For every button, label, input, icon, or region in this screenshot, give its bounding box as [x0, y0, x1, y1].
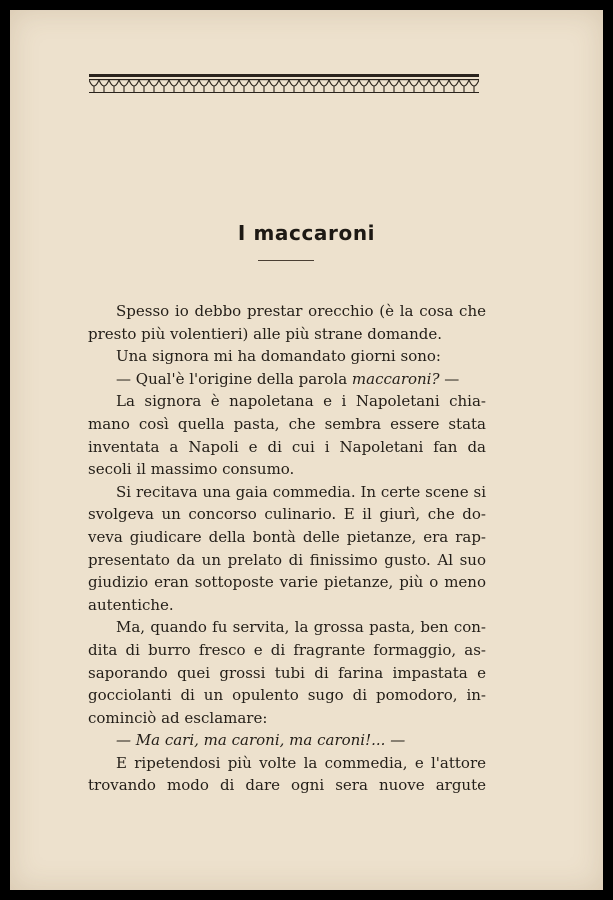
- text-line: dita di burro fresco e di fragrante formaggio, as-: [88, 640, 486, 659]
- text-line: secoli il massimo consumo.: [88, 460, 295, 479]
- book-page: [10, 10, 603, 890]
- arch-segment: [199, 80, 209, 86]
- text-line: cominciò ad esclamare:: [88, 708, 268, 727]
- text-line: mano così quella pasta, che sembra essere stata: [88, 414, 486, 433]
- text-line: Ma, quando fu servita, la grossa pasta, ben con-: [116, 618, 486, 637]
- paragraph: [88, 345, 486, 368]
- arch-segment: [339, 80, 349, 86]
- arch-segment: [239, 80, 249, 86]
- paragraph: [88, 481, 486, 617]
- arch-segment: [459, 80, 469, 86]
- arch-segment: [209, 80, 219, 86]
- arch-segment: [279, 80, 289, 86]
- text-line: Spesso io debbo prestar orecchio (è la cosa che: [116, 302, 486, 320]
- arch-segment: [329, 80, 339, 86]
- arch-segment: [319, 80, 329, 86]
- arch-segment: [219, 80, 229, 86]
- arch-segment: [309, 80, 319, 86]
- arch-segment: [179, 80, 189, 86]
- paragraph: [88, 390, 486, 480]
- arch-segment: [389, 80, 399, 86]
- arch-segment: [99, 80, 109, 86]
- arch-segment: [249, 80, 259, 86]
- arch-segment: [449, 80, 459, 86]
- arch-segment: [229, 80, 239, 86]
- arch-segment: [419, 80, 429, 86]
- arch-segment: [289, 80, 299, 86]
- paragraph: [88, 368, 486, 391]
- arch-segment: [129, 80, 139, 86]
- arch-segment: [359, 80, 369, 86]
- arch-segment: [379, 80, 389, 86]
- text-line: inventata a Napoli e di cui i Napoletani fan da: [88, 437, 486, 456]
- arch-segment: [439, 80, 449, 86]
- decorative-arch-border-icon: [89, 72, 479, 96]
- arch-segment: [149, 80, 159, 86]
- text-line: — Ma cari, ma caroni, ma caroni!... —: [116, 731, 406, 750]
- arch-segment: [349, 80, 359, 86]
- arch-segment: [119, 80, 129, 86]
- text-line: presentato da un prelato di finissimo gusto. Al suo: [88, 550, 486, 569]
- paragraph: [88, 729, 486, 752]
- text-line: saporando quei grossi tubi di farina impastata e: [88, 663, 486, 682]
- text-line: giudizio eran sottoposte varie pietanze, più o meno: [88, 573, 486, 592]
- arch-segment: [269, 80, 279, 86]
- text-line: svolgeva un concorso culinario. E il giurì, che do-: [88, 505, 486, 524]
- text-line: La signora è napoletana e i Napoletani chia-: [116, 392, 486, 411]
- arch-segment: [369, 80, 379, 86]
- title-underline: [258, 260, 314, 261]
- text-line: — Qual'è l'origine della parola maccaroni? —: [116, 369, 460, 388]
- chapter-title: I maccaroni: [237, 221, 376, 245]
- text-line: gocciolanti di un opulento sugo di pomodoro, in-: [88, 686, 486, 705]
- body-text: [88, 300, 486, 797]
- paragraph: [88, 616, 486, 729]
- arch-segment: [429, 80, 439, 86]
- arch-segment: [109, 80, 119, 86]
- text-line: Si recitava una gaia commedia. In certe scene si: [116, 482, 486, 501]
- arch-segment: [89, 80, 99, 86]
- arch-segment: [159, 80, 169, 86]
- paragraph: [88, 300, 486, 345]
- text-line: veva giudicare della bontà delle pietanze, era rap-: [88, 527, 486, 546]
- arch-segment: [409, 80, 419, 86]
- arch-segment: [259, 80, 269, 86]
- arch-segment: [139, 80, 149, 86]
- arch-segment: [299, 80, 309, 86]
- text-line: trovando modo di dare ogni sera nuove argute: [88, 776, 486, 795]
- text-line: E ripetendosi più volte la commedia, e l'attore: [116, 753, 486, 772]
- paragraph: [88, 752, 486, 797]
- arch-segment: [169, 80, 179, 86]
- arch-segment: [399, 80, 409, 86]
- arch-segment: [189, 80, 199, 86]
- text-line: Una signora mi ha domandato giorni sono:: [116, 347, 441, 366]
- arch-segment: [469, 80, 479, 86]
- text-line: presto più volentieri) alle più strane domande.: [88, 324, 442, 343]
- text-line: autentiche.: [88, 595, 174, 614]
